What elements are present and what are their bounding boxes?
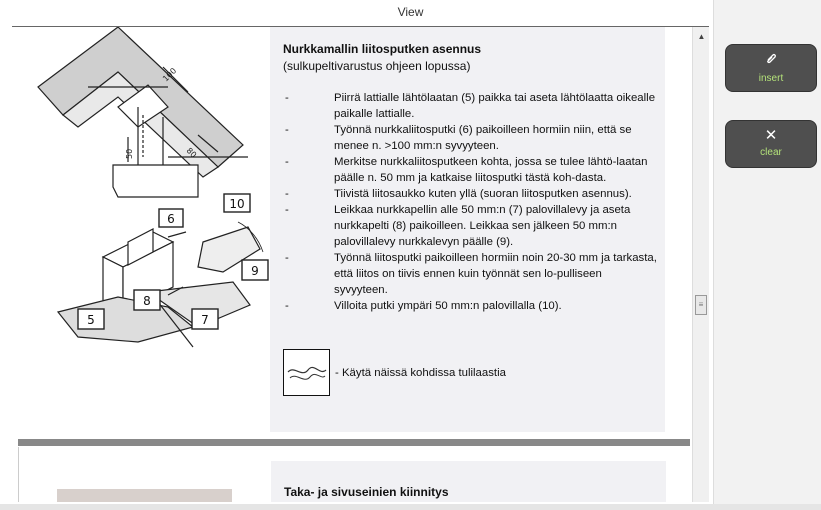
mortar-symbol-icon (283, 349, 330, 396)
svg-text:6: 6 (167, 212, 175, 226)
bottom-status-bar (0, 504, 821, 510)
svg-text:7: 7 (201, 313, 209, 327)
document-viewer[interactable] (12, 26, 709, 502)
callout-5 (78, 309, 104, 329)
scroll-up-icon[interactable]: ▲ (697, 32, 706, 41)
insert-label: insert (758, 73, 784, 84)
vertical-scrollbar[interactable] (692, 27, 709, 502)
section2-heading: Taka- ja sivuseinien kiinnitys (284, 485, 449, 499)
callout-8 (134, 290, 160, 310)
paperclip-icon (726, 52, 816, 70)
callout-9 (242, 260, 268, 280)
window-title: View (397, 5, 424, 19)
step-item: - Piirrä lattialle lähtölaatan (5) paikka tai aseta lähtölaatta oikealle paikalle lattialle. (283, 90, 658, 122)
dim-50-label: 50 (125, 148, 134, 159)
step-item: - Villoita putki ympäri 50 mm:n palovillalla (10). (283, 298, 658, 314)
callout-6 (159, 209, 183, 227)
mortar-note (283, 349, 653, 397)
mortar-note-text: - Käytä näissä kohdissa tulilaastia (335, 367, 506, 379)
step-item: - Tiivistä liitosaukko kuten yllä (suoran liitosputken asennus). (283, 186, 658, 202)
section-subheading: (sulkupeltivarustus ohjeen lopussa) (283, 59, 471, 73)
page-separator (18, 439, 690, 446)
svg-text:8: 8 (143, 294, 151, 308)
step-item: - Työnnä nurkkaliitosputki (6) paikoilleen hormiin niin, että se menee n. >100 mm:n syvyyteen. (283, 122, 658, 154)
steps-list (283, 90, 658, 314)
step-item: - Merkitse nurkkaliitosputkeen kohta, jossa se tulee lähtö-laatan päälle n. 50 mm ja katkaise liitosputki tästä koh-dasta. (283, 154, 658, 186)
instruction-panel-2 (271, 461, 666, 502)
section-heading: Nurkkamallin liitosputken asennus (283, 42, 482, 56)
clear-button[interactable] (725, 120, 817, 168)
callout-7 (192, 309, 218, 329)
clear-label: clear (760, 147, 782, 158)
close-icon: ✕ (764, 127, 778, 144)
step-item: - Leikkaa nurkkapellin alle 50 mm:n (7) palovillalevy ja aseta nurkkapelti (8) paikoilleen. Leikkaa sen jälkeen 50 mm:n palovillalevy nurkkalevyn päälle (9). (283, 202, 658, 250)
page2-photo (57, 489, 232, 502)
dim-100-label: 100 (161, 66, 179, 84)
svg-text:5: 5 (87, 313, 95, 327)
insert-button[interactable] (725, 44, 817, 92)
svg-text:9: 9 (251, 264, 259, 278)
svg-text:10: 10 (229, 197, 245, 211)
installation-diagram (18, 27, 270, 432)
document-page-1 (18, 27, 688, 439)
instruction-panel (270, 27, 665, 432)
dim-80-label: 80 (184, 146, 199, 160)
callout-10 (224, 194, 250, 212)
tool-sidebar (713, 0, 821, 510)
step-item: - Työnnä liitosputki paikoilleen hormiin noin 20-30 mm ja tarkasta, että liitos on tiivis ennen kuin työnnät sen lo-pulliseen syvyyteen. (283, 250, 658, 298)
scroll-thumb[interactable]: ≡ (695, 295, 707, 315)
